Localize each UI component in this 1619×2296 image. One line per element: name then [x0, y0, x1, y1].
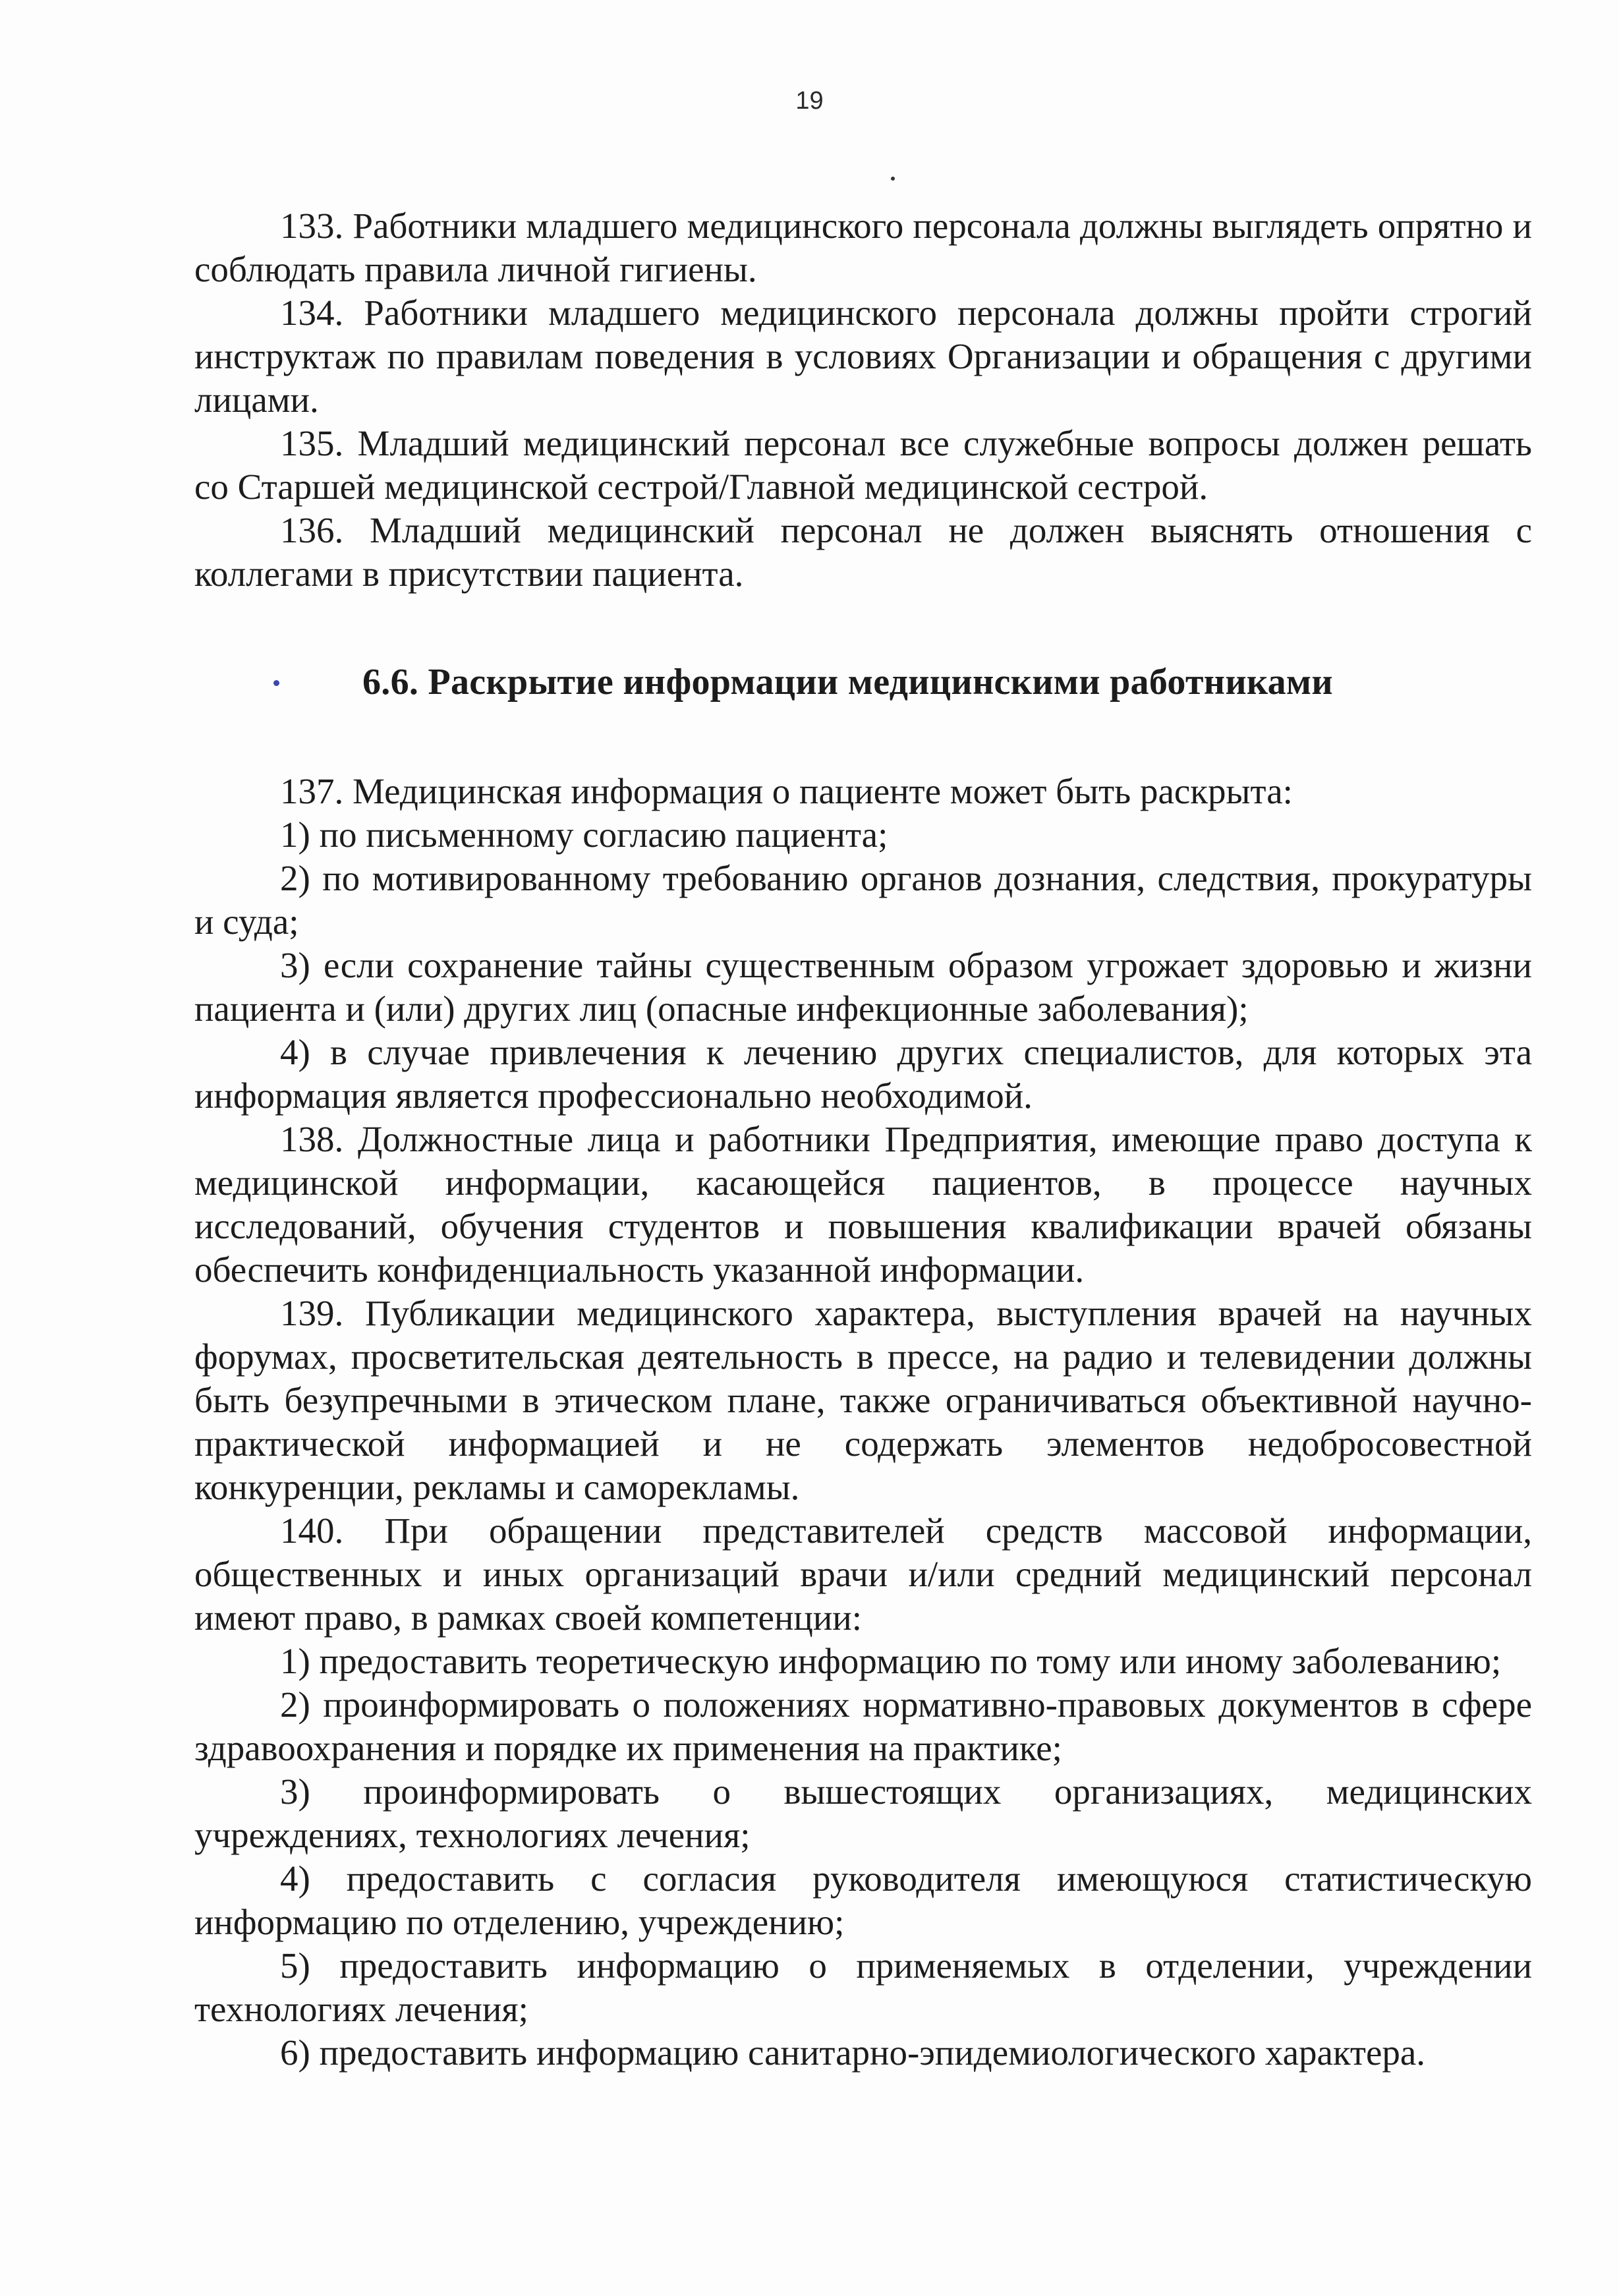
paragraph-138: 138. Должностные лица и работники Предприятия, имеющие право доступа к медицинской информации, касающейся пациентов, в процессе научных исследований, обучения студентов и повышения квалификации врачей обязаны обеспечить конфиденциальность указанной информации. — [194, 1119, 1532, 1290]
list-item-140-6: 6) предоставить информацию санитарно-эпидемиологического характера. — [280, 2032, 1426, 2073]
section-heading: 6.6. Раскрытие информации медицинскими работниками — [362, 662, 1333, 703]
document-body — [194, 204, 1532, 2075]
paragraph-135: 135. Младший медицинский персонал все служебные вопросы должен решать со Старшей медицинской сестрой/Главной медицинской сестрой. — [194, 423, 1532, 507]
page-number: 19 — [795, 87, 824, 115]
list-item-137-2: 2) по мотивированному требованию органов дознания, следствия, прокуратуры и суда; — [194, 858, 1532, 942]
list-item-137-3: 3) если сохранение тайны существенным образом угрожает здоровью и жизни пациента и (или) других лиц (опасные инфекционные заболевания); — [194, 945, 1532, 1029]
paragraph-136: 136. Младший медицинский персонал не должен выяснять отношения с коллегами в присутствии пациента. — [194, 510, 1532, 594]
list-item-137-1: 1) по письменному согласию пациента; — [280, 815, 888, 855]
paragraph-137: 137. Медицинская информация о пациенте может быть раскрыта: — [280, 771, 1293, 811]
list-item-137-4: 4) в случае привлечения к лечению других специалистов, для которых эта информация является профессионально необходимой. — [194, 1032, 1532, 1116]
list-item-140-3: 3) проинформировать о вышестоящих организациях, медицинских учреждениях, технологиях лечения; — [194, 1771, 1532, 1855]
paragraph-133: 133. Работники младшего медицинского персонала должны выглядеть опрятно и соблюдать правила личной гигиены. — [194, 206, 1532, 289]
scan-speck — [891, 177, 895, 181]
list-item-140-5: 5) предоставить информацию о применяемых в отделении, учреждении технологиях лечения; — [194, 1945, 1532, 2029]
paragraph-139: 139. Публикации медицинского характера, выступления врачей на научных форумах, просветительская деятельность в прессе, на радио и телевидении должны быть безупречными в этическом плане, также ограничиваться объективной научно-практической информацией и не содержать элементов недобросовестной конкуренции, рекламы и саморекламы. — [194, 1293, 1532, 1507]
paragraph-140: 140. При обращении представителей средств массовой информации, общественных и иных организаций врачи и/или средний медицинский персонал имеют право, в рамках своей компетенции: — [194, 1510, 1532, 1638]
paragraph-134: 134. Работники младшего медицинского персонала должны пройти строгий инструктаж по правилам поведения в условиях Организации и обращения с другими лицами. — [194, 293, 1532, 420]
list-item-140-2: 2) проинформировать о положениях нормативно-правовых документов в сфере здравоохранения и порядке их применения на практике; — [194, 1684, 1532, 1768]
list-item-140-1: 1) предоставить теоретическую информацию по тому или иному заболеванию; — [280, 1641, 1502, 1681]
list-item-140-4: 4) предоставить с согласия руководителя имеющуюся статистическую информацию по отделению, учреждению; — [194, 1858, 1532, 1942]
